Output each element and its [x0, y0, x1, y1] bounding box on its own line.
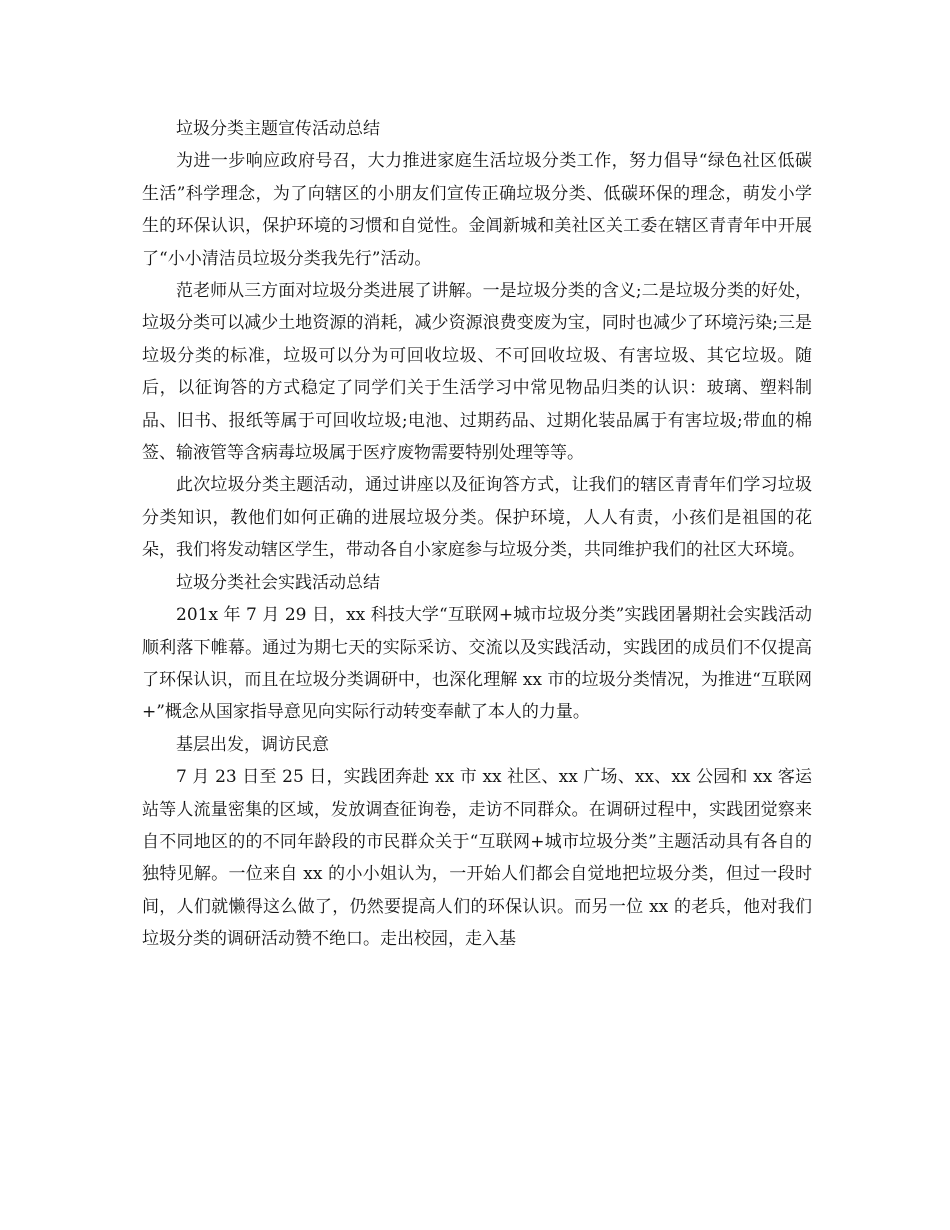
paragraph: 为进一步响应政府号召，大力推进家庭生活垃圾分类工作，努力倡导“绿色社区低碳生活”科学理念，为了向辖区的小朋友们宣传正确垃圾分类、低碳环保的理念，萌发小学生的环保认识，保护环境的习惯和自觉性。金阊新城和美社区关工委在辖区青青年中开展了“小小清洁员垃圾分类我先行”活动。: [142, 151, 812, 269]
paragraph: 此次垃圾分类主题活动，通过讲座以及征询答方式，让我们的辖区青青年们学习垃圾分类知识，教他们如何正确的进展垃圾分类。保护环境，人人有责，小孩们是祖国的花朵，我们将发动辖区学生，带动各自小家庭参与垃圾分类，共同维护我们的社区大环境。: [142, 475, 812, 561]
section-subtitle: 基层出发，调访民意: [176, 734, 329, 755]
section-title: 垃圾分类社会实践活动总结: [176, 572, 380, 593]
paragraph: 7 月 23 日至 25 日，实践团奔赴 xx 市 xx 社区、xx 广场、xx、xx 公园和 xx 客运站等人流量密集的区域，发放调查征询卷，走访不同群众。在调研过程中，实践团觉察来自不同地区的的不同年龄段的市民群众关于“互联网+城市垃圾分类”主题活动具有各自的独特见解。一位来自 xx 的小小姐认为，一开始人们都会自觉地把垃圾分类，但过一段时间，人们就懒得这么做了，仍然要提高人们的环保认识。而另一位 xx 的老兵，他对我们垃圾分类的调研活动赞不绝口。走出校园，走入基: [142, 767, 812, 950]
paragraph: 201x 年 7 月 29 日，xx 科技大学“互联网+城市垃圾分类”实践团暑期社会实践活动顺利落下帷幕。通过为期七天的实际采访、交流以及实践活动，实践团的成员们不仅提高了环保认识，而且在垃圾分类调研中，也深化理解 xx 市的垃圾分类情况，为推进“互联网+”概念从国家指导意见向实际行动转变奉献了本人的力量。: [142, 605, 812, 723]
document-body: [142, 113, 812, 956]
paragraph: 范老师从三方面对垃圾分类进展了讲解。一是垃圾分类的含义;二是垃圾分类的好处，垃圾分类可以减少土地资源的消耗，减少资源浪费变废为宝，同时也减少了环境污染;三是垃圾分类的标准，垃圾可以分为可回收垃圾、不可回收垃圾、有害垃圾、其它垃圾。随后，以征询答的方式稳定了同学们关于生活学习中常见物品归类的认识：玻璃、塑料制品、旧书、报纸等属于可回收垃圾;电池、过期药品、过期化装品属于有害垃圾;带血的棉签、输液管等含病毒垃圾属于医疗废物需要特别处理等等。: [142, 281, 812, 464]
section-title: 垃圾分类主题宣传活动总结: [176, 119, 380, 139]
